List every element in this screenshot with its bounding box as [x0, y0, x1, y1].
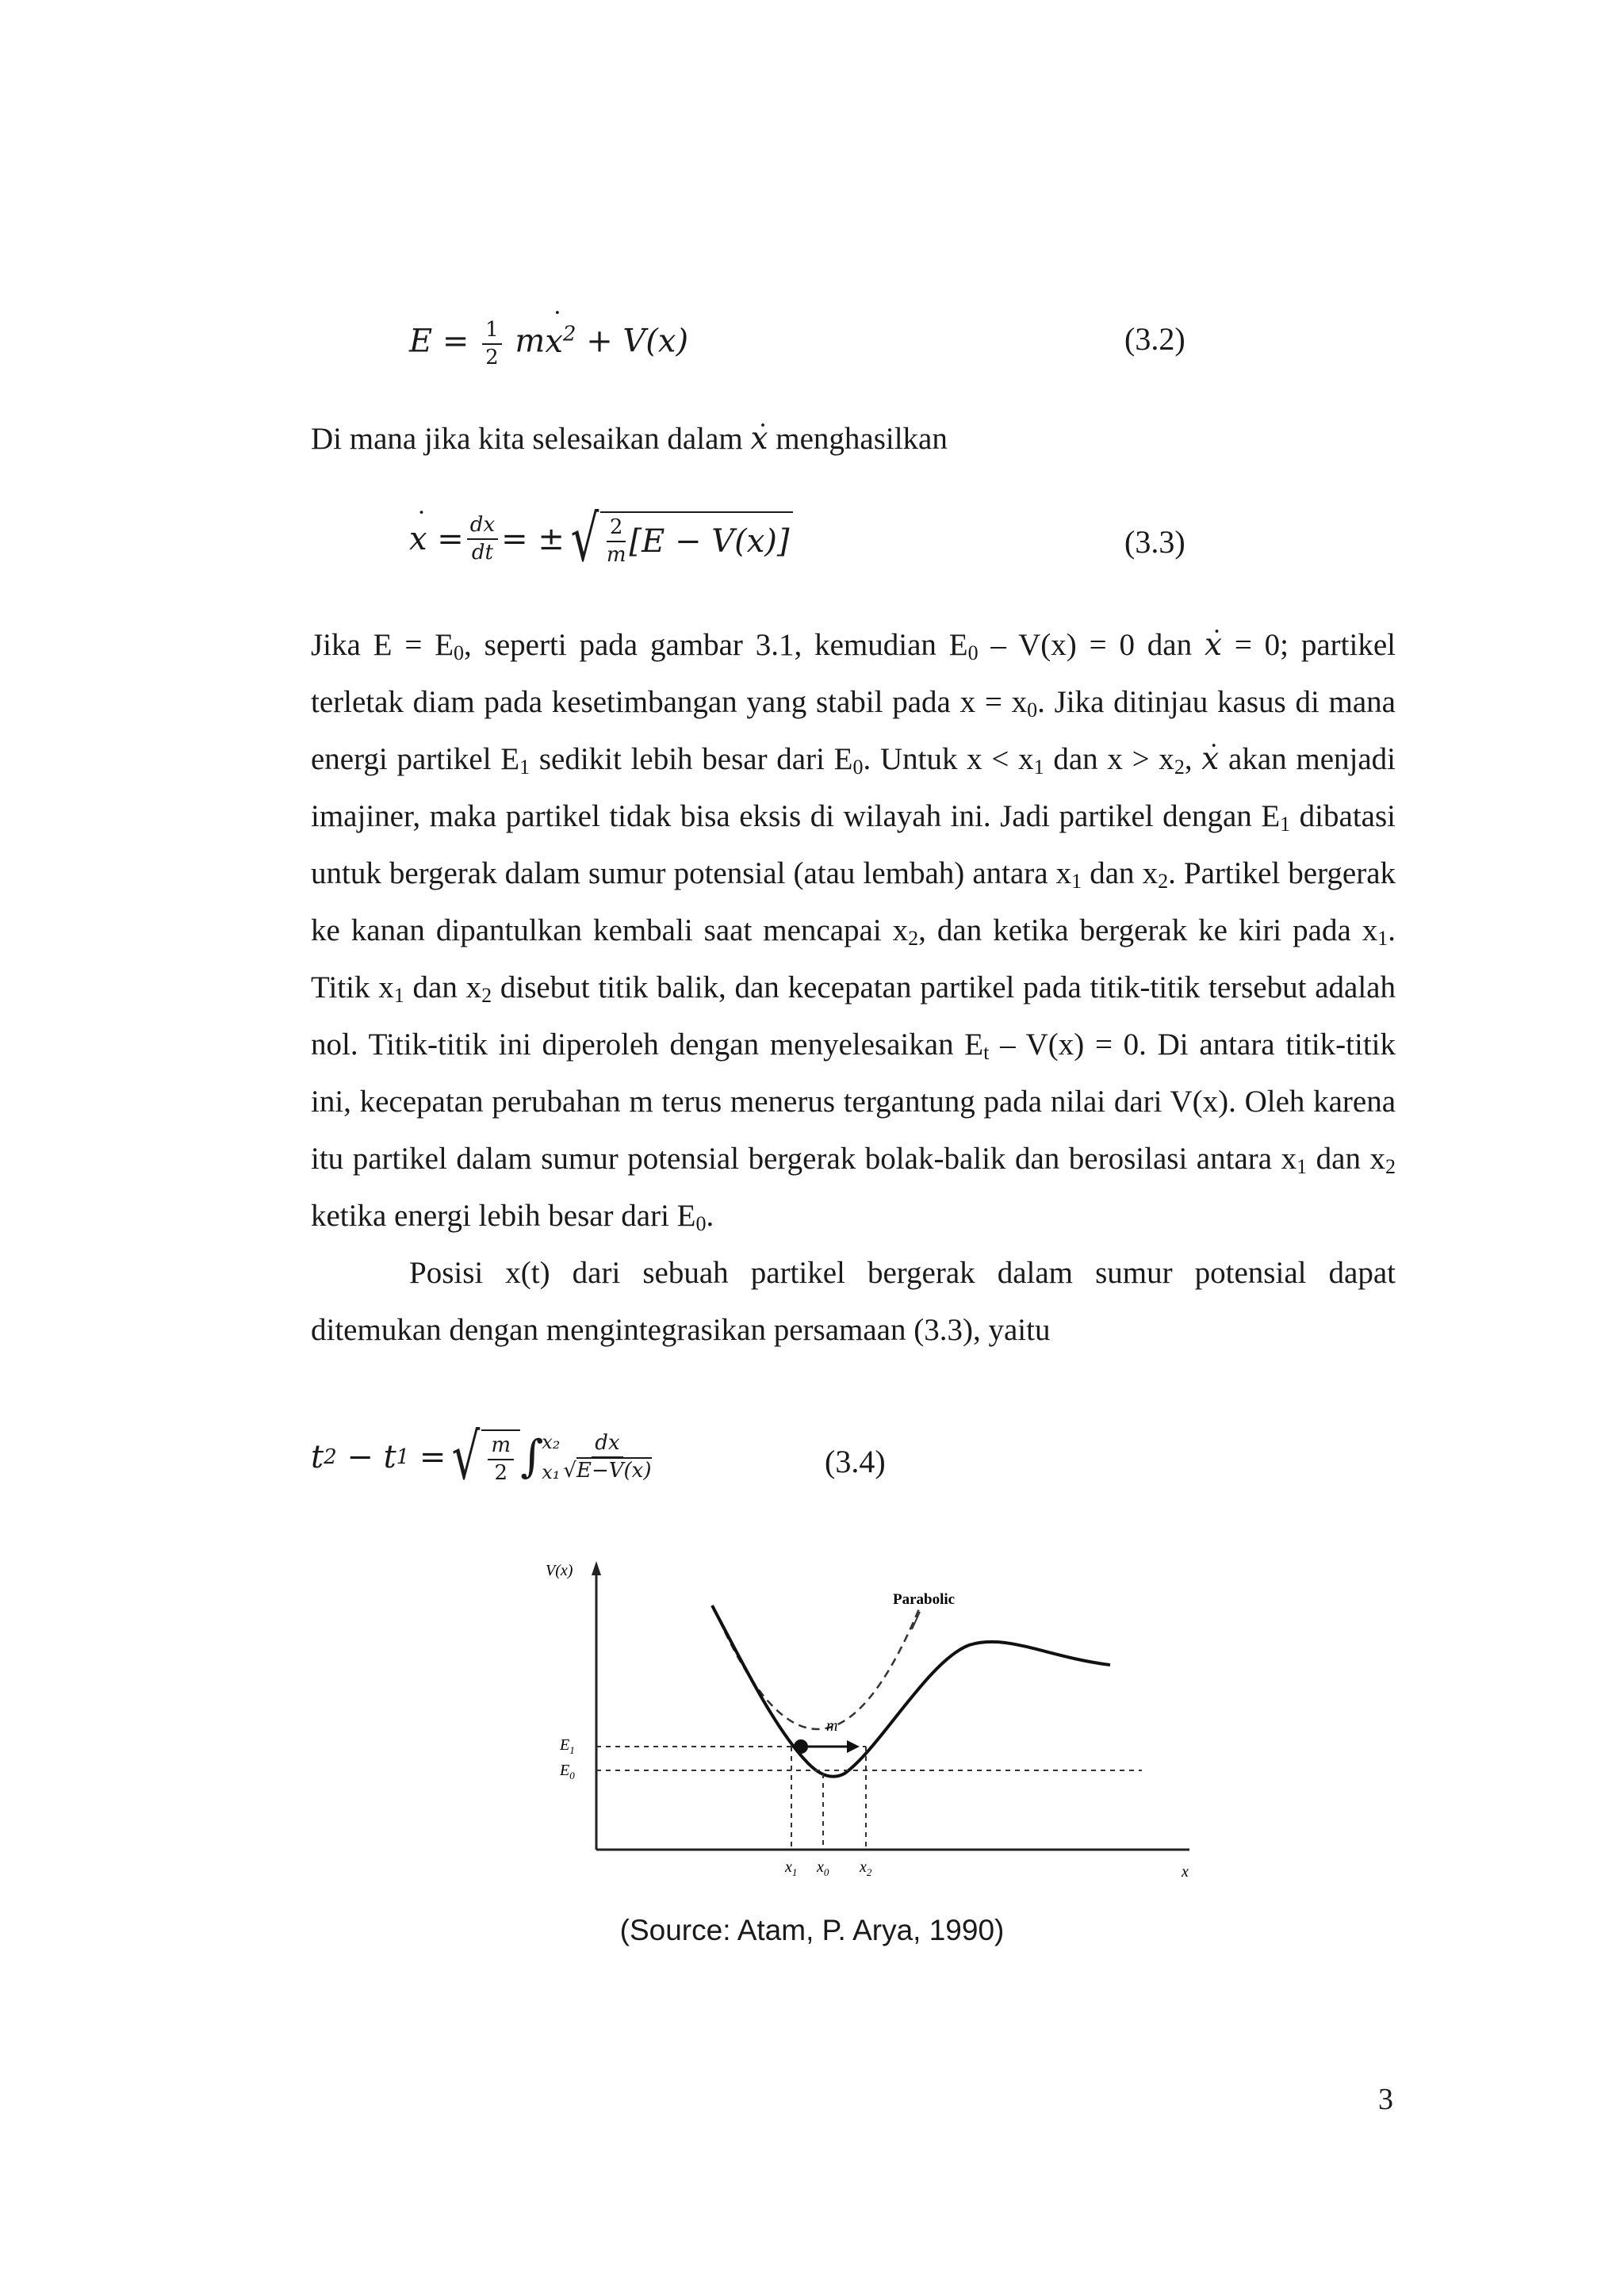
- text-fragment: – V(x) = 0. Di antara titik-titik ini, kecepatan perubahan m terus menerus tergantung pada nilai dari V(x). Oleh karena itu partikel dalam sumur potensial bergerak bolak-balik dan berosilasi antara x: [311, 1027, 1396, 1176]
- equation-3-3: [409, 502, 793, 576]
- equation-number-3-2: (3.2): [1124, 321, 1185, 357]
- equation-number-3-3: (3.3): [1124, 524, 1185, 560]
- x2-label: $x_2$: [860, 1858, 872, 1878]
- body-paragraph: [311, 617, 1396, 1359]
- integral: [520, 1432, 654, 1482]
- x-dot-symbol: x ˙: [409, 523, 427, 555]
- text-fragment: , seperti pada gambar 3.1, kemudian E: [464, 628, 968, 662]
- eq-equals: =: [437, 521, 464, 557]
- paragraph-2: Posisi x(t) dari sebuah partikel bergerak dalam sumur potensial dapat ditemukan dengan mengintegrasikan persamaan (3.3), yaitu: [311, 1256, 1396, 1347]
- fraction-numerator: 2: [607, 516, 626, 542]
- text-fragment: dan x: [1307, 1142, 1385, 1176]
- eq-rhs: + V(x): [586, 323, 689, 360]
- upper-limit: x₂: [542, 1431, 561, 1453]
- square-root: [446, 1420, 520, 1494]
- fraction-numerator: 1: [482, 319, 502, 345]
- square-root: [565, 502, 793, 576]
- radicand-text: E−V(x): [576, 1459, 652, 1483]
- text-fragment: , dan ketika bergerak ke kiri pada x: [918, 913, 1378, 947]
- integral-sign: ∫: [520, 1431, 544, 1483]
- fraction-denominator: 2: [494, 1461, 508, 1485]
- eq-minus-t: − t: [347, 1439, 396, 1475]
- fraction-numerator: dx: [467, 514, 498, 540]
- subscript: 1: [1071, 870, 1082, 893]
- fraction-half: [482, 319, 502, 369]
- text-fragment: akan menjadi imajiner, maka partikel tidak bisa eksis di wilayah ini. Jadi partikel dengan E: [311, 742, 1396, 833]
- subscript: 0: [454, 641, 465, 664]
- parabolic-label: Parabolic: [893, 1591, 956, 1608]
- potential-energy-figure: [508, 1550, 1221, 1883]
- fraction-m-over-2: [488, 1434, 514, 1484]
- motion-arrow-icon: [847, 1740, 860, 1753]
- x0-label: $x_0$: [817, 1858, 829, 1878]
- text-fragment: Jika E = E: [311, 628, 454, 662]
- x-dot-symbol: x ˙: [1201, 741, 1219, 777]
- potential-curve: [712, 1605, 1110, 1777]
- radicand: [600, 511, 793, 566]
- subscript: 1: [1280, 813, 1291, 836]
- subscript: 1: [1377, 927, 1388, 950]
- subscript: 1: [393, 984, 404, 1007]
- subscript: 2: [1158, 870, 1169, 893]
- subscript: 2: [1385, 1155, 1396, 1178]
- subscript: t: [983, 1041, 990, 1064]
- fraction-numerator: m: [488, 1434, 514, 1460]
- text-line: [311, 411, 1396, 468]
- subscript: 2: [1174, 756, 1185, 779]
- subscript: 0: [695, 1212, 707, 1235]
- fraction-denominator: dt: [471, 541, 493, 564]
- x1-label: $x_1$: [785, 1858, 798, 1878]
- subscript: 1: [1033, 756, 1044, 779]
- radical-sign: √: [452, 1420, 481, 1494]
- text-fragment: dan x > x: [1044, 742, 1174, 776]
- text-fragment: Di mana jika kita selesaikan dalam: [311, 422, 743, 456]
- subscript: 0: [967, 641, 979, 664]
- text-fragment: ,: [1184, 742, 1202, 776]
- integral-limits: [542, 1433, 560, 1482]
- text-fragment: dan x: [404, 970, 482, 1004]
- eq-t: t: [311, 1439, 324, 1475]
- text-fragment: . Untuk x < x: [863, 742, 1034, 776]
- y-axis-arrow-icon: [592, 1561, 601, 1575]
- text-fragment: dan x: [1082, 856, 1159, 890]
- equation-number-3-4: (3.4): [825, 1444, 886, 1479]
- equation-3-4: t 2 − t 1 = √ $\frac{m}{2}$ ∫ x₂ x₁ $\frac{dx}{√E-V(x)}$: [311, 1425, 655, 1489]
- text-fragment: sedikit lebih besar dari E: [530, 742, 853, 776]
- radical-sign: √: [570, 502, 599, 576]
- subscript: 0: [852, 756, 864, 779]
- text-fragment: disebut titik balik, dan kecepatan partikel pada titik-titik tersebut adalah nol. Titik-titik ini diperoleh dengan menyelesaikan E: [311, 970, 1396, 1062]
- fraction-numerator: dx: [592, 1432, 622, 1458]
- x-dot-symbol: x ˙: [750, 421, 768, 457]
- e1-label: $E_1$: [560, 1736, 575, 1756]
- fraction-dx-dt: [467, 514, 498, 564]
- equation-3-2: [409, 319, 688, 369]
- subscript: 1: [1297, 1155, 1308, 1178]
- fraction-integrand: [563, 1432, 651, 1482]
- page-number: 3: [1378, 2083, 1393, 2116]
- text-fragment: dibatasi untuk bergerak dalam sumur potensial (atau lembah) antara x: [311, 799, 1396, 890]
- text-fragment: .: [706, 1199, 714, 1233]
- radicand-text: [E − V(x)]: [629, 523, 790, 560]
- figure-caption: (Source: Atam, P. Arya, 1990): [619, 1914, 1005, 1946]
- subscript: 2: [481, 984, 492, 1007]
- subscript: 1: [519, 756, 530, 779]
- mass-label: m: [826, 1717, 838, 1735]
- squared: 2: [562, 322, 576, 346]
- text-fragment: . Jika ditinjau kasus di mana energi partikel E: [311, 685, 1396, 776]
- subscript: 0: [1027, 698, 1038, 721]
- text-fragment: = 0; partikel terletak diam pada kesetimbangan yang stabil pada x = x: [311, 628, 1396, 719]
- text-fragment: menghasilkan: [776, 422, 948, 456]
- text-fragment: . Partikel bergerak ke kanan dipantulkan kembali saat mencapai x: [311, 856, 1396, 947]
- e0-label: $E_0$: [560, 1762, 575, 1781]
- lower-limit: x₁: [542, 1461, 561, 1483]
- subscript: 2: [908, 927, 919, 950]
- text-fragment: . Titik x: [311, 913, 1396, 1004]
- eq-mass: m: [515, 323, 546, 360]
- fraction-two-over-m: [607, 516, 626, 566]
- radicand: [481, 1429, 520, 1484]
- eq-equals: =: [419, 1439, 446, 1475]
- text-fragment: ketika energi lebih besar dari E: [311, 1199, 696, 1233]
- text-fragment: – V(x) = 0 dan: [978, 628, 1205, 662]
- x-dot-symbol: x ˙: [1205, 627, 1222, 663]
- eq-lhs: E =: [409, 323, 469, 360]
- fraction-denominator: m: [606, 543, 626, 567]
- x-dot-symbol: x ˙: [545, 323, 563, 360]
- particle-mass: [794, 1739, 808, 1754]
- x-axis-label: x: [1182, 1863, 1189, 1881]
- fraction-denominator: 2: [485, 345, 499, 369]
- fraction-denominator: √E−V(x): [563, 1459, 652, 1483]
- y-axis-label: V(x): [546, 1562, 573, 1579]
- eq-plus-minus: = ±: [501, 521, 565, 557]
